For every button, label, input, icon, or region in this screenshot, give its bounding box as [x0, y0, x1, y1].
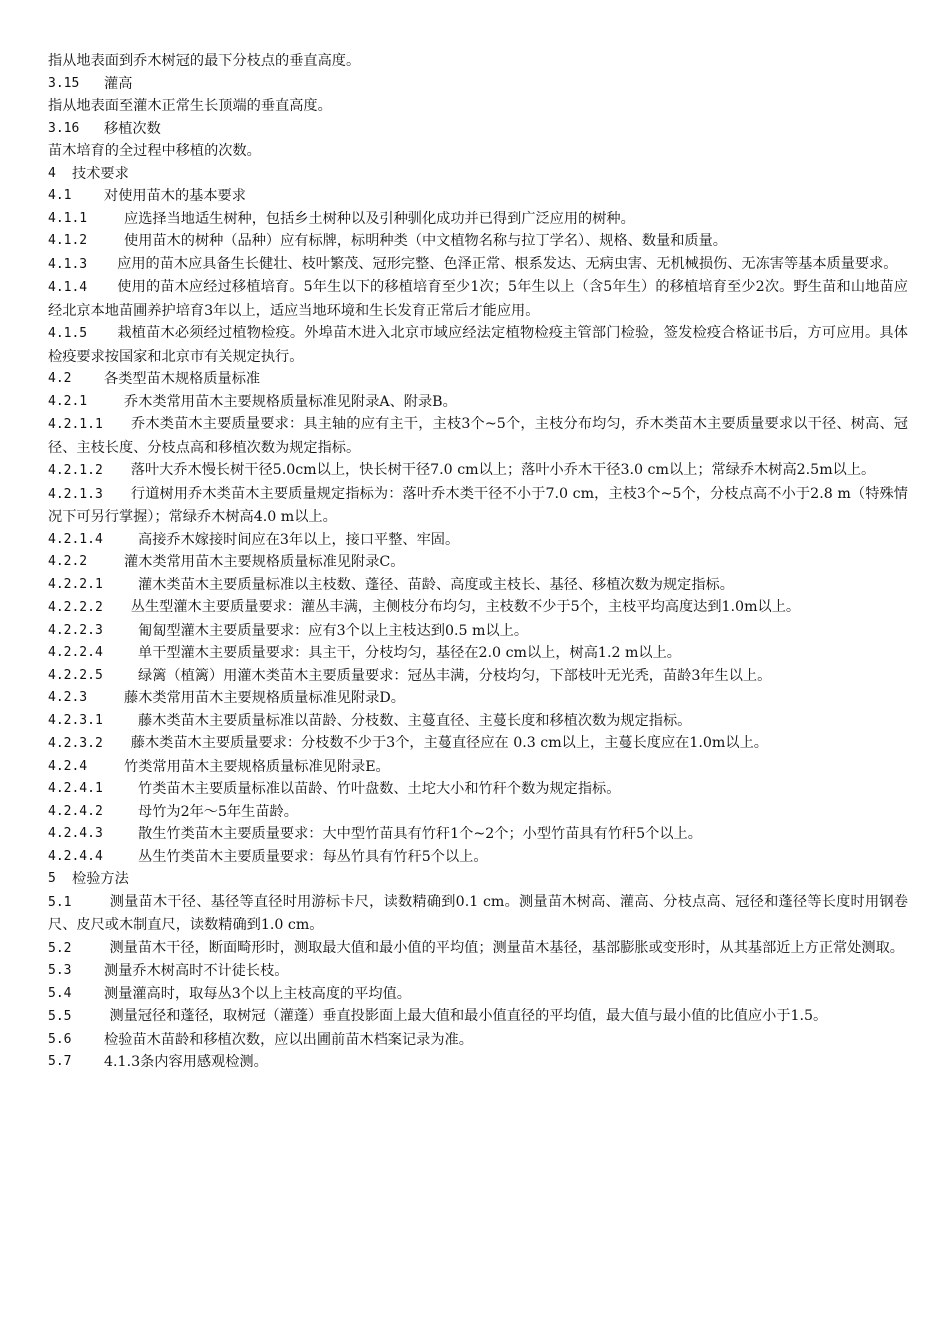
body-text	[48, 95, 908, 118]
clause-number: 4.1	[48, 188, 72, 203]
clause-number: 4.1.3	[48, 256, 88, 272]
clause-paragraph	[48, 322, 908, 368]
clause-text: 应用的苗木应具备生长健壮、枝叶繁茂、冠形完整、色泽正常、根系发达、无病虫害、无机械损伤、无冻害等基本质量要求。	[117, 255, 898, 272]
clause-text: 测量苗木干径、基径等直径时用游标卡尺，读数精确到0.1 cm。测量苗木树高、灌高、分枝点高、冠径和蓬径等长度时用钢卷尺、皮尺或木制直尺，读数精确到1.0 cm。	[48, 893, 908, 933]
clause-heading	[48, 960, 908, 983]
clause-item	[48, 665, 908, 688]
clause-number: 5.5	[48, 1009, 72, 1024]
clause-text: 灌木类常用苗木主要规格质量标准见附录C。	[124, 554, 405, 570]
clause-number: 5.3	[48, 963, 72, 978]
body-text	[48, 140, 908, 163]
clause-item	[48, 687, 908, 710]
clause-text: 匍匐型灌木主要质量要求：应有3个以上主枝达到0.5 m以上。	[138, 622, 529, 639]
section-heading	[48, 163, 908, 186]
clause-item	[48, 391, 908, 414]
clause-number: 4.1.5	[48, 326, 88, 341]
clause-text: 丛生竹类苗木主要质量要求：每丛竹具有竹秆5个以上。	[138, 848, 488, 865]
clause-number: 4.2.1.1	[48, 417, 103, 432]
clause-text: 测量苗木干径，断面畸形时，测取最大值和最小值的平均值；测量苗木基径，基部膨胀或变形时，从其基部近上方正常处测取。	[109, 939, 904, 956]
clause-text: 乔木类常用苗木主要规格质量标准见附录A、附录B。	[124, 393, 457, 410]
document-body	[48, 50, 908, 1074]
clause-number: 4.1.4	[48, 280, 88, 295]
clause-item	[48, 642, 908, 665]
clause-text: 竹类常用苗木主要规格质量标准见附录E。	[124, 758, 390, 775]
clause-text: 测量灌高时，取每丛3个以上主枝高度的平均值。	[104, 985, 411, 1002]
clause-text: 测量冠径和蓬径，取树冠（灌蓬）垂直投影面上最大值和最小值直径的平均值，最大值与最小值的比值应小于1.5。	[109, 1008, 828, 1024]
clause-number: 4.2	[48, 371, 72, 386]
clause-heading	[48, 368, 908, 391]
clause-text: 藤木类苗木主要质量要求：分枝数不少于3个，主蔓直径应在 0.3 cm以上，主蔓长度应在1.0m以上。	[130, 735, 768, 751]
clause-item	[48, 230, 908, 253]
clause-paragraph	[48, 732, 908, 756]
clause-text: 各类型苗木规格质量标准	[104, 371, 261, 387]
clause-number: 4.2.4.4	[48, 848, 103, 864]
clause-text: 藤木类苗木主要质量标准以苗龄、分枝数、主蔓直径、主蔓长度和移植次数为规定指标。	[138, 712, 692, 729]
clause-text: 行道树用乔木类苗木主要质量规定指标为：落叶乔木类干径不小于7.0 cm，主枝3个~5个，分枝点高不小于2.8 m（特殊情况下可另行掌握）；常绿乔木树高4.0 m以上。	[48, 485, 908, 525]
clause-text: 竹类苗木主要质量标准以苗龄、竹叶盘数、土坨大小和竹秆个数为规定指标。	[138, 781, 621, 797]
clause-text: 检验方法	[72, 871, 129, 887]
clause-text: 落叶大乔木慢长树干径5.0cm以上，快长树干径7.0 cm以上；落叶小乔木干径3.0 cm以上；常绿乔木树高2.5m以上。	[130, 462, 876, 478]
clause-paragraph	[48, 459, 908, 483]
clause-number: 4.2.2.2	[48, 600, 103, 615]
clause-item	[48, 208, 908, 231]
clause-number: 4.1.1	[48, 210, 88, 226]
clause-text: 栽植苗木必须经过植物检疫。外埠苗木进入北京市域应经法定植物检疫主管部门检验，签发检疫合格证书后，方可应用。具体检疫要求按国家和北京市有关规定执行。	[48, 325, 908, 365]
clause-text: 指从地表面到乔木树冠的最下分枝点的垂直高度。	[48, 53, 361, 69]
clause-number: 4.2.2.1	[48, 576, 103, 592]
clause-number: 4.2.4.2	[48, 803, 103, 819]
clause-number: 4.2.4.1	[48, 781, 103, 796]
clause-text: 高接乔木嫁接时间应在3年以上，接口平整、牢固。	[138, 531, 460, 548]
clause-number: 4.2.3.1	[48, 712, 103, 728]
clause-number: 5.7	[48, 1054, 72, 1069]
clause-item	[48, 801, 908, 824]
clause-heading	[48, 1029, 908, 1052]
clause-number: 5.1	[48, 894, 72, 910]
clause-number: 5	[48, 871, 56, 886]
clause-text: 检验苗木苗龄和移植次数，应以出圃前苗木档案记录为准。	[104, 1031, 473, 1048]
clause-number: 4	[48, 165, 56, 181]
clause-paragraph	[48, 276, 908, 322]
clause-item	[48, 529, 908, 552]
clause-number: 4.1.2	[48, 233, 88, 248]
clause-number: 4.2.2.4	[48, 645, 103, 660]
clause-number: 4.2.1.3	[48, 486, 103, 502]
clause-heading	[48, 1051, 908, 1074]
clause-text: 单干型灌木主要质量要求：具主干，分枝均匀，基径在2.0 cm以上，树高1.2 m以上。	[138, 645, 681, 661]
clause-paragraph	[48, 1005, 908, 1029]
clause-item	[48, 551, 908, 574]
clause-number: 3.15	[48, 75, 80, 91]
clause-paragraph	[48, 891, 908, 937]
clause-number: 4.2.3.2	[48, 736, 103, 751]
clause-number: 4.2.2	[48, 554, 88, 569]
clause-item	[48, 620, 908, 643]
clause-text: 母竹为2年～5年生苗龄。	[138, 803, 298, 820]
clause-text: 丛生型灌木主要质量要求：灌丛丰满，主侧枝分布均匀，主枝数不少于5个，主枝平均高度达到1.0m以上。	[130, 599, 801, 615]
clause-text: 使用的苗木应经过移植培育。5年生以下的移植培育至少1次；5年生以上（含5年生）的移植培育至少2次。野生苗和山地苗应经北京本地苗圃养护培育3年以上，适应当地环境和生长发育正常后才能应用。	[48, 279, 908, 319]
document-page	[48, 50, 908, 1074]
clause-heading	[48, 118, 908, 141]
clause-paragraph	[48, 253, 908, 277]
clause-item	[48, 710, 908, 733]
clause-item	[48, 756, 908, 779]
clause-text: 散生竹类苗木主要质量要求：大中型竹苗具有竹秆1个~2个；小型竹苗具有竹秆5个以上。	[138, 826, 702, 842]
clause-text: 苗木培育的全过程中移植的次数。	[48, 143, 261, 159]
clause-number: 5.4	[48, 985, 72, 1001]
clause-text: 4.1.3条内容用感观检测。	[104, 1054, 268, 1070]
section-heading	[48, 868, 908, 891]
clause-text: 对使用苗木的基本要求	[104, 188, 246, 204]
clause-number: 4.2.4	[48, 758, 88, 774]
clause-text: 指从地表面至灌木正常生长顶端的垂直高度。	[48, 98, 332, 114]
clause-text: 技术要求	[72, 165, 129, 182]
clause-number: 4.2.1.4	[48, 531, 103, 547]
clause-number: 4.2.3	[48, 690, 88, 705]
clause-text: 藤木类常用苗木主要规格质量标准见附录D。	[124, 690, 405, 706]
clause-number: 4.2.4.3	[48, 826, 103, 841]
clause-number: 4.2.2.3	[48, 622, 103, 638]
clause-text: 绿篱（植篱）用灌木类苗木主要质量要求：冠丛丰满，分枝均匀，下部枝叶无光秃，苗龄3年生以上。	[138, 667, 772, 684]
clause-item	[48, 823, 908, 846]
clause-paragraph	[48, 596, 908, 620]
clause-number: 4.2.1.2	[48, 463, 103, 478]
clause-text: 移植次数	[104, 120, 161, 137]
clause-text: 使用苗木的树种（品种）应有标牌，标明种类（中文植物名称与拉丁学名）、规格、数量和质量。	[124, 233, 727, 249]
clause-number: 5.2	[48, 940, 72, 956]
clause-number: 3.16	[48, 120, 80, 136]
clause-heading	[48, 185, 908, 208]
clause-paragraph	[48, 937, 908, 961]
clause-paragraph	[48, 413, 908, 459]
clause-item	[48, 778, 908, 801]
body-text	[48, 50, 908, 73]
clause-text: 乔木类苗木主要质量要求：具主轴的应有主干，主枝3个~5个，主枝分布均匀，乔木类苗木主要质量要求以干径、树高、冠径、主枝长度、分枝点高和移植次数为规定指标。	[48, 416, 908, 456]
clause-heading	[48, 73, 908, 96]
clause-paragraph	[48, 483, 908, 529]
clause-text: 灌木类苗木主要质量标准以主枝数、蓬径、苗龄、高度或主枝长、基径、移植次数为规定指标。	[138, 576, 734, 593]
clause-text: 灌高	[104, 75, 133, 92]
clause-number: 4.2.2.5	[48, 667, 103, 683]
clause-number: 5.6	[48, 1031, 72, 1047]
clause-item	[48, 574, 908, 597]
clause-item	[48, 846, 908, 869]
clause-number: 4.2.1	[48, 393, 88, 409]
clause-heading	[48, 983, 908, 1006]
clause-text: 测量乔木树高时不计徒长枝。	[104, 963, 289, 979]
clause-text: 应选择当地适生树种，包括乡土树种以及引种驯化成功并已得到广泛应用的树种。	[124, 210, 635, 227]
